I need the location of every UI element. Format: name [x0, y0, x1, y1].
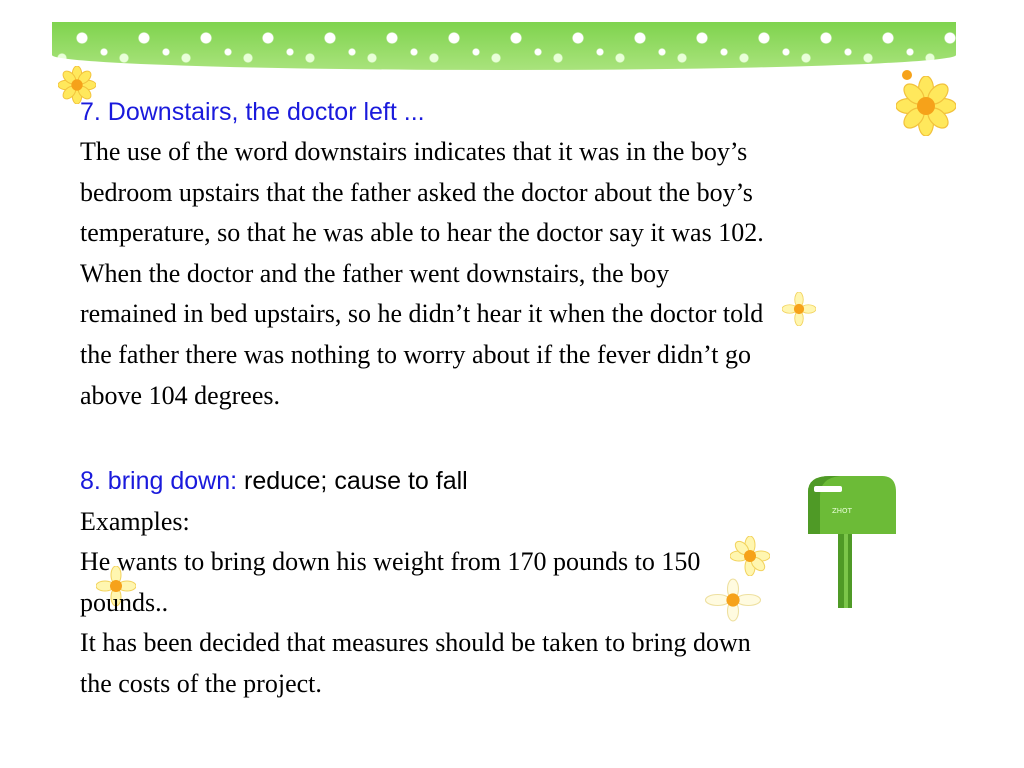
paragraph-line: temperature, so that he was able to hear the doctor say it was 102.: [80, 218, 764, 248]
section-8-term: 8. bring down:: [80, 467, 238, 495]
example-line: He wants to bring down his weight from 170 pounds to 150: [80, 547, 701, 577]
section-7-heading: 7. Downstairs, the doctor left ...: [80, 98, 425, 126]
section-8: [80, 461, 980, 705]
mailbox-label: ZHOT: [832, 507, 852, 515]
section-8-definition: reduce; cause to fall: [237, 467, 468, 495]
paragraph-line: bedroom upstairs that the father asked the doctor about the boy’s: [80, 177, 753, 207]
section-7: [80, 92, 980, 416]
top-banner: [52, 22, 956, 70]
paragraph-line: above 104 degrees.: [80, 380, 280, 410]
section-8-heading: [80, 461, 980, 502]
paragraph-line: remained in bed upstairs, so he didn’t hear it when the doctor told: [80, 299, 764, 329]
example-line: It has been decided that measures should be taken to bring down: [80, 628, 751, 658]
paragraph-line: the father there was nothing to worry about if the fever didn’t go: [80, 339, 751, 369]
example-line: pounds..: [80, 587, 169, 617]
examples-label: Examples:: [80, 506, 190, 536]
flower-dot-icon: [900, 68, 914, 82]
paragraph-line: When the doctor and the father went downstairs, the boy: [80, 258, 670, 288]
paragraph-line: The use of the word downstairs indicates that it was in the boy’s: [80, 137, 748, 166]
example-line: the costs of the project.: [80, 668, 322, 698]
